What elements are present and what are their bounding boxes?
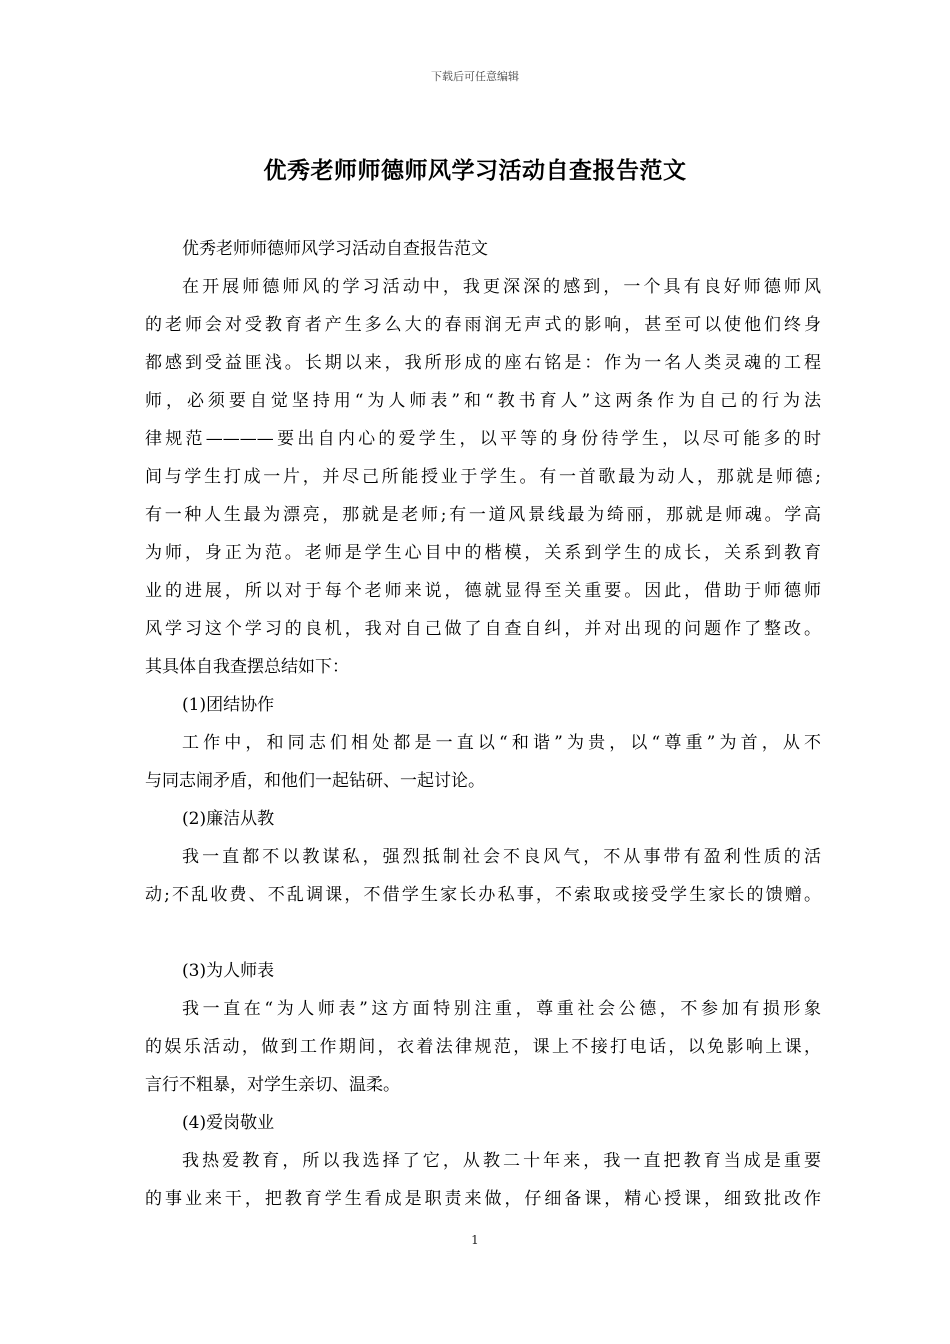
body-line: 言行不粗暴，对学生亲切、温柔。 bbox=[145, 1075, 400, 1095]
body-line: 师，必须要自觉坚持用“为人师表”和“教书育人”这两条作为自己的行为法 bbox=[145, 391, 821, 411]
body-line: 动;不乱收费、不乱调课，不借学生家长办私事，不索取或接受学生家长的馈赠。 bbox=[145, 885, 821, 905]
body-line: 其具体自我查摆总结如下： bbox=[145, 657, 349, 677]
body-line: 工作中，和同志们相处都是一直以“和谐”为贵，以“尊重”为首，从不 bbox=[182, 733, 821, 753]
body-line: 与同志闹矛盾，和他们一起钻研、一起讨论。 bbox=[145, 771, 485, 791]
body-line: 风学习这个学习的良机，我对自己做了自查自纠，并对出现的问题作了整改。 bbox=[145, 619, 821, 639]
blank-line bbox=[145, 914, 821, 952]
body-line: 的娱乐活动，做到工作期间，衣着法律规范，课上不接打电话，以免影响上课， bbox=[145, 1037, 821, 1057]
document-body bbox=[145, 230, 821, 1218]
section-heading: (2)廉洁从教 bbox=[182, 809, 275, 829]
body-line: 都感到受益匪浅。长期以来，我所形成的座右铭是：作为一名人类灵魂的工程 bbox=[145, 353, 821, 373]
body-line: 优秀老师师德师风学习活动自查报告范文 bbox=[182, 239, 488, 259]
body-line: 我热爱教育，所以我选择了它，从教二十年来，我一直把教育当成是重要 bbox=[182, 1151, 821, 1171]
page-number: 1 bbox=[471, 1233, 479, 1247]
section-heading: (4)爱岗敬业 bbox=[182, 1113, 275, 1133]
header-note: 下载后可任意编辑 bbox=[431, 70, 519, 83]
body-line: 业的进展，所以对于每个老师来说，德就显得至关重要。因此，借助于师德师 bbox=[145, 581, 821, 601]
body-line: 在开展师德师风的学习活动中，我更深深的感到，一个具有良好师德师风 bbox=[182, 277, 821, 297]
body-line: 的老师会对受教育者产生多么大的春雨润无声式的影响，甚至可以使他们终身 bbox=[145, 315, 821, 335]
body-line: 有一种人生最为漂亮，那就是老师;有一道风景线最为绮丽，那就是师魂。学高 bbox=[145, 505, 821, 525]
section-heading: (1)团结协作 bbox=[182, 695, 275, 715]
body-line: 间与学生打成一片，并尽己所能授业于学生。有一首歌最为动人，那就是师德; bbox=[145, 467, 821, 487]
body-line: 为师，身正为范。老师是学生心目中的楷模，关系到学生的成长，关系到教育 bbox=[145, 543, 821, 563]
body-line: 律规范————要出自内心的爱学生，以平等的身份待学生，以尽可能多的时 bbox=[145, 429, 821, 449]
section-heading: (3)为人师表 bbox=[182, 961, 275, 981]
body-line: 我一直在“为人师表”这方面特别注重，尊重社会公德，不参加有损形象 bbox=[182, 999, 821, 1019]
document-title: 优秀老师师德师风学习活动自查报告范文 bbox=[263, 157, 687, 184]
body-line: 我一直都不以教谋私，强烈抵制社会不良风气，不从事带有盈利性质的活 bbox=[182, 847, 821, 867]
body-line: 的事业来干，把教育学生看成是职责来做，仔细备课，精心授课，细致批改作 bbox=[145, 1189, 821, 1209]
